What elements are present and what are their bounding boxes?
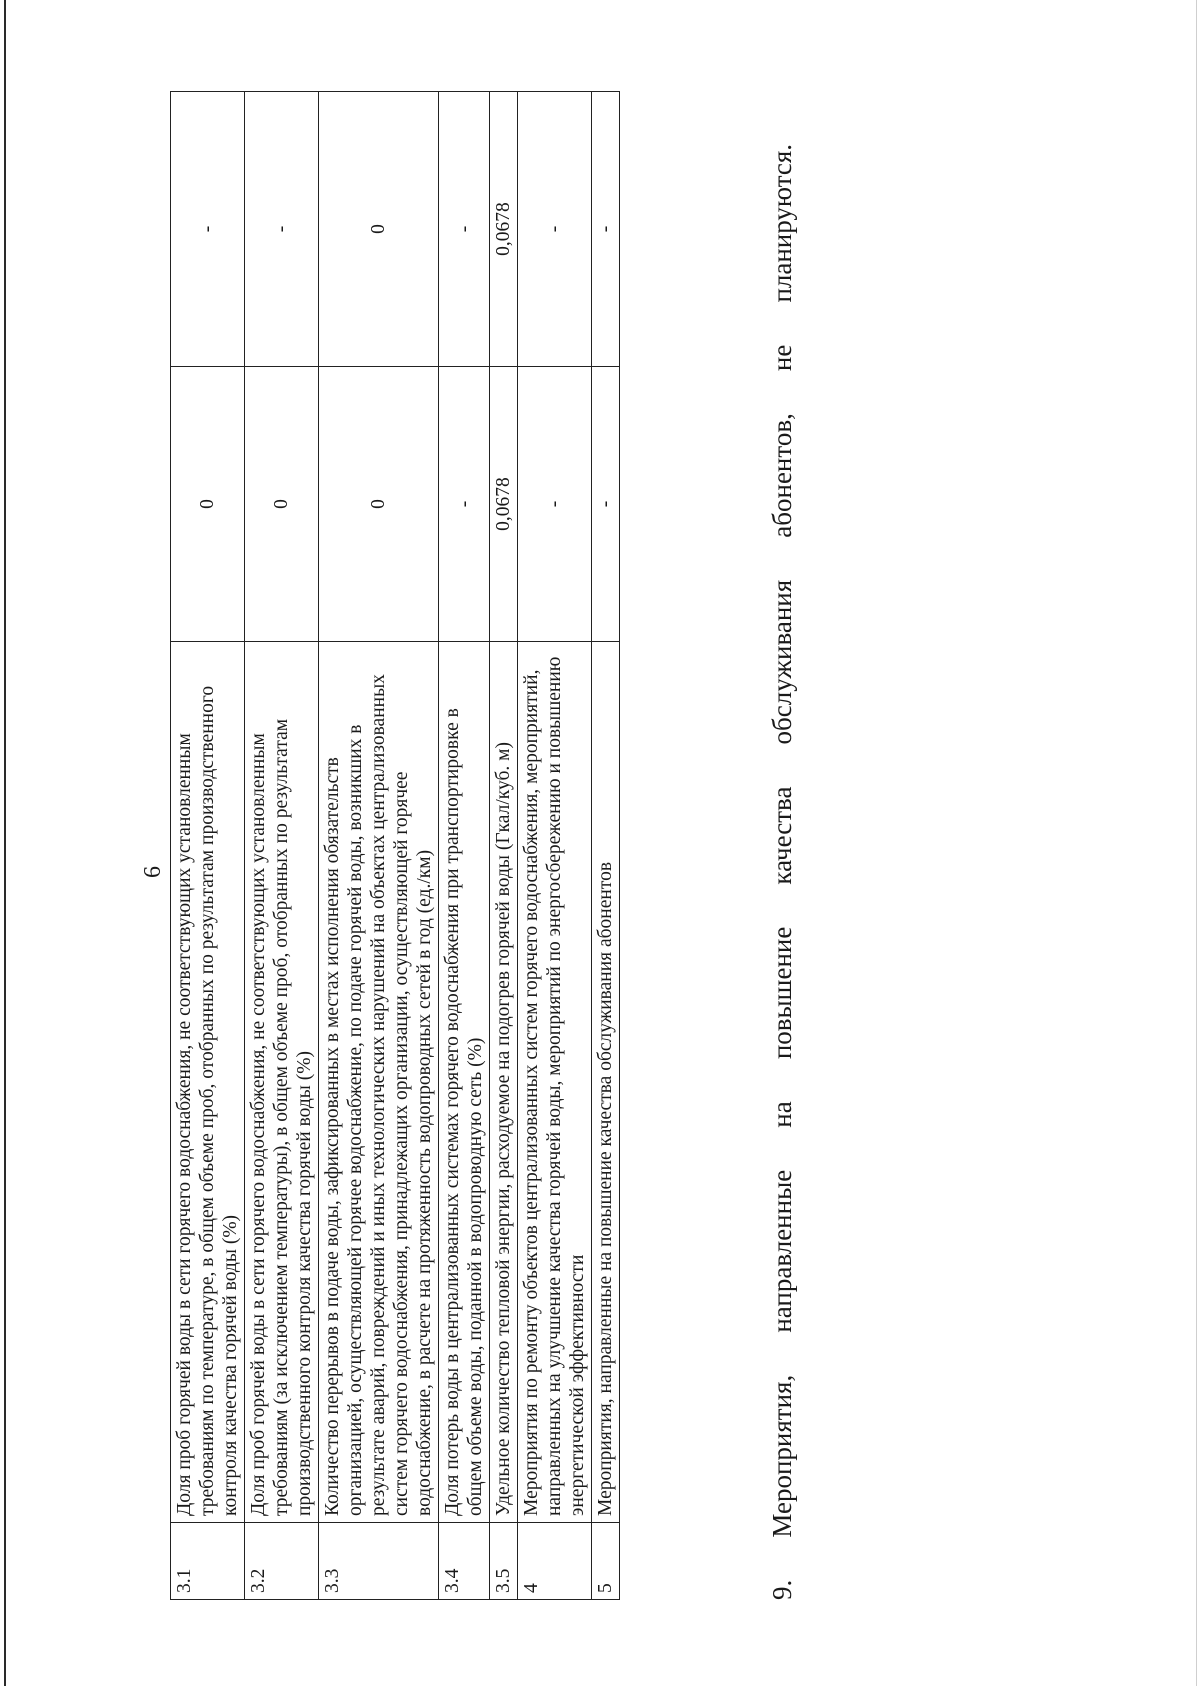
table-row xyxy=(439,92,490,1600)
row-value-1: 0 xyxy=(245,367,319,642)
table-row xyxy=(245,92,319,1600)
row-value-1: 0 xyxy=(319,367,439,642)
page-number: 6 xyxy=(140,866,166,878)
indicators-table xyxy=(170,91,620,1600)
table-row xyxy=(518,92,592,1600)
row-value-2: - xyxy=(518,92,592,367)
table-row xyxy=(592,92,620,1600)
row-description: Доля проб горячей воды в сети горячего водоснабжения, не соответствующих установленным требованиям по температуре, в общем объеме проб, отобранных по результатам производственного контроля качества горячей воды (%) xyxy=(171,642,245,1523)
row-value-2: 0,0678 xyxy=(490,92,518,367)
row-value-1: - xyxy=(518,367,592,642)
row-number: 3.4 xyxy=(439,1523,490,1600)
row-number: 3.5 xyxy=(490,1523,518,1600)
row-number: 3.2 xyxy=(245,1523,319,1600)
row-value-1: - xyxy=(439,367,490,642)
row-value-2: - xyxy=(245,92,319,367)
row-value-1: 0,0678 xyxy=(490,367,518,642)
row-description: Доля потерь воды в централизованных системах горячего водоснабжения при транспортировке в общем объеме воды, поданной в водопроводную сеть (%) xyxy=(439,642,490,1523)
table-row xyxy=(490,92,518,1600)
row-value-2: - xyxy=(592,92,620,367)
table-row xyxy=(171,92,245,1600)
rotated-page-content xyxy=(0,88,1000,1648)
row-value-2: 0 xyxy=(319,92,439,367)
row-number: 3.3 xyxy=(319,1523,439,1600)
row-description: Количество перерывов в подаче воды, зафиксированных в местах исполнения обязательств организацией, осуществляющей горячее водоснабжение, по подаче горячей воды, возникших в результате аварий, повреждений и иных технологических нарушений на объектах централизованных систем горячего водоснабжения, принадлежащих организации, осуществляющей горячее водоснабжение, в расчете на протяженность водопроводных сетей в год (ед./км) xyxy=(319,642,439,1523)
row-number: 4 xyxy=(518,1523,592,1600)
row-description: Доля проб горячей воды в сети горячего водоснабжения, не соответствующих установленным требованиям (за исключением температуры), в общем объеме проб, отобранных по результатам производственного контроля качества горячей воды (%) xyxy=(245,642,319,1523)
table-row xyxy=(319,92,439,1600)
row-value-2: - xyxy=(439,92,490,367)
row-number: 5 xyxy=(592,1523,620,1600)
scan-edge-right xyxy=(1196,0,1197,1686)
section-9-paragraph: 9. Мероприятия, направленные на повышение качества обслуживания абонентов, не планируются. xyxy=(767,144,797,1600)
row-number: 3.1 xyxy=(171,1523,245,1600)
row-value-1: 0 xyxy=(171,367,245,642)
row-description: Мероприятия по ремонту объектов централизованных систем горячего водоснабжения, мероприятий, направленных на улучшение качества горячей воды, мероприятий по энергосбережению и повышению энергетической эффективности xyxy=(518,642,592,1523)
row-value-2: - xyxy=(171,92,245,367)
row-description: Удельное количество тепловой энергии, расходуемое на подогрев горячей воды (Гкал/куб. м) xyxy=(490,642,518,1523)
row-description: Мероприятия, направленные на повышение качества обслуживания абонентов xyxy=(592,642,620,1523)
row-value-1: - xyxy=(592,367,620,642)
